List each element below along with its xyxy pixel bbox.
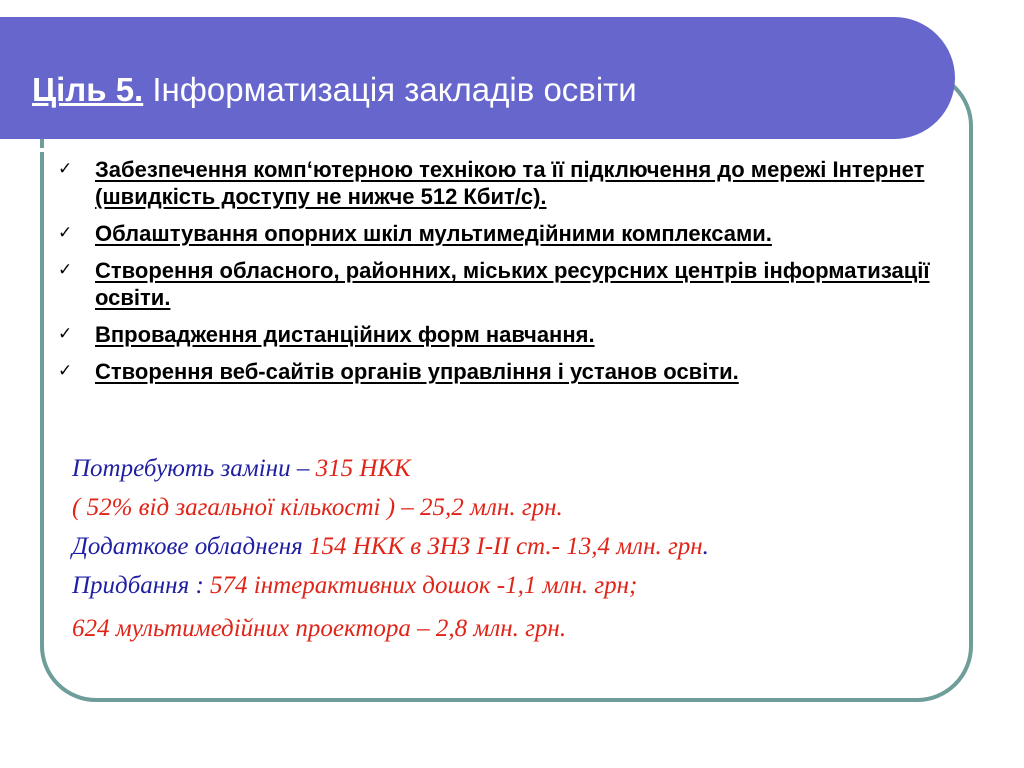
bullet-text: Облаштування опорних шкіл мультимедійними комплексами. — [95, 221, 772, 246]
checkmark-icon: ✓ — [58, 223, 73, 243]
checkmark-icon: ✓ — [58, 361, 73, 381]
funding-notes — [72, 452, 942, 651]
bullet-text: Створення обласного, районних, міських ресурсних центрів інформатизації освіти. — [95, 258, 930, 310]
bullet-item — [58, 156, 948, 210]
note-projectors: 624 мультимедійних проектора – 2,8 млн. грн. — [72, 615, 567, 642]
note-value: 574 інтерактивних дошок -1,1 млн. грн; — [210, 572, 638, 599]
note-value: 315 НКК — [315, 455, 411, 482]
note-replacement — [72, 452, 942, 485]
title-bar — [0, 17, 955, 139]
title-underline-rule — [0, 148, 905, 152]
note-purchase — [72, 569, 942, 602]
bullet-text: Забезпечення комп‘ютерною технікою та її підключення до мережі Інтернет (швидкість доступу не нижче 512 Кбит/с). — [95, 157, 925, 209]
note-value: 154 НКК в ЗНЗ І-ІІ ст.- 13,4 млн. грн — [308, 533, 703, 560]
bullet-item — [58, 321, 948, 348]
note-label: Потребують заміни – — [72, 455, 316, 482]
goal-number: Ціль 5. — [32, 71, 144, 108]
checkmark-icon: ✓ — [58, 324, 73, 344]
title-text: Інформатизація закладів освіти — [143, 71, 637, 108]
goal-bullet-list — [58, 156, 948, 395]
slide-title — [32, 71, 637, 109]
checkmark-icon: ✓ — [58, 159, 73, 179]
note-additional-equipment — [72, 530, 942, 563]
note-label: Додаткове обладненя — [72, 533, 309, 560]
bullet-text: Впровадження дистанційних форм навчання. — [95, 322, 595, 347]
note-percentage: ( 52% від загальної кількості ) – 25,2 млн. грн. — [72, 494, 563, 521]
bullet-item — [58, 220, 948, 247]
checkmark-icon: ✓ — [58, 260, 73, 280]
bullet-text: Створення веб-сайтів органів управління і установ освіти. — [95, 359, 739, 384]
bullet-item — [58, 257, 948, 311]
note-label: Придбання : — [72, 572, 211, 599]
bullet-item — [58, 358, 948, 385]
note-period: . — [702, 533, 709, 560]
